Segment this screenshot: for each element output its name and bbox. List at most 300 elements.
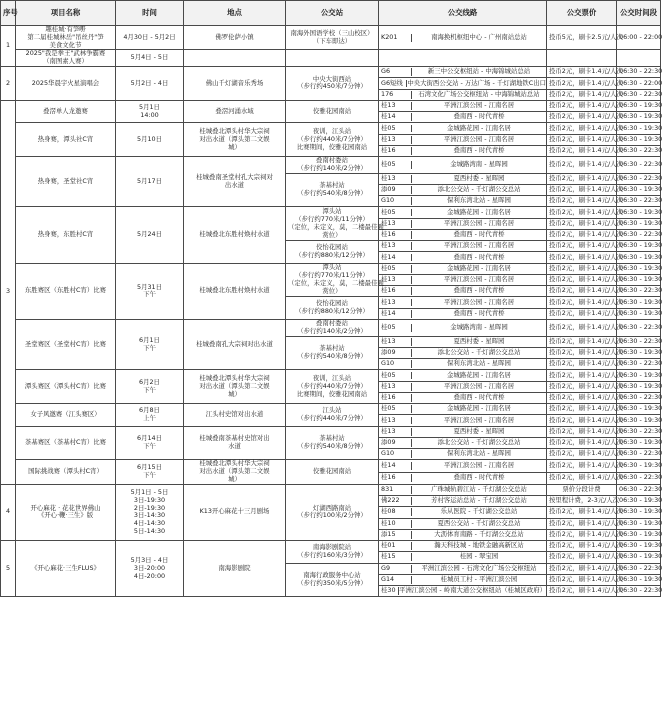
project-name: 2025华晨宇火星演唱会: [16, 67, 116, 101]
bus-hours: 06:30 - 19:30: [617, 241, 661, 252]
event-date: 5月24日: [116, 207, 184, 263]
table-row: [1, 484, 661, 495]
bus-route: [379, 145, 547, 156]
route-path: 平洲江滨公园 - 江南名居: [443, 275, 515, 284]
event-venue: K13开心麻花十三月剧场: [184, 484, 286, 540]
event-date: 4月30日 - 5月2日: [116, 26, 184, 50]
route-path: 叠南西 - 时代青桥: [453, 146, 505, 155]
route-line: 桂13: [379, 338, 412, 346]
bus-fare: 投币2元，刷卡1.4元/人次: [547, 518, 617, 529]
route-line: 831: [379, 486, 412, 494]
route-line: 添15: [379, 531, 412, 539]
bus-fare: 投币2元，刷卡1.4元/人次: [547, 89, 617, 100]
bus-route: [379, 460, 547, 472]
route-line: G10: [379, 450, 412, 458]
bus-fare: 投币2元，刷卡1.4元/人次: [547, 359, 617, 370]
route-line: 添09: [379, 186, 412, 194]
bus-hours: 06:30 - 19:30: [617, 529, 661, 540]
route-line: 桂05: [379, 161, 412, 169]
event-date: 5月1日 14:00: [116, 100, 184, 123]
route-line: 佛222: [379, 497, 412, 505]
route-line: 桂05: [379, 405, 412, 413]
bus-hours: 06:30 - 19:30: [617, 370, 661, 381]
bus-route: [379, 252, 547, 263]
bus-route: [379, 552, 547, 563]
bus-fare: 投币2元，刷卡1.4元/人次: [547, 184, 617, 195]
bus-hours: 06:30 - 19:30: [617, 297, 661, 308]
route-line: G6短线: [379, 80, 407, 88]
bus-route: [379, 123, 547, 134]
route-line: G9: [379, 565, 412, 573]
bus-fare: 投币2元，刷卡1.4元/人次: [547, 78, 617, 89]
route-path: 叠南西 - 时代青桥: [453, 308, 505, 317]
bus-route: [379, 359, 547, 370]
bus-stop: 南海行政服务中心站 （步行约350米/5分钟）: [286, 563, 379, 597]
route-path: 平洲江滨公园 - 江南名居: [443, 381, 515, 390]
route-path: 芳村客运站总站 - 千灯湖公交总站: [431, 496, 527, 505]
event-venue: 佛罗伦萨小镇: [184, 26, 286, 50]
bus-hours: 06:30 - 22:30: [617, 472, 661, 484]
event-venue: 桂城叠北东胜村焕村水道: [184, 263, 286, 319]
bus-hours: 06:30 - 22:30: [617, 145, 661, 156]
bus-fare: 投币2元，刷卡1.4元/人次: [547, 123, 617, 134]
bus-hours: 06:30 - 22:30: [617, 157, 661, 174]
bus-route: [379, 347, 547, 358]
bus-stop: 佼雅花园南站: [286, 460, 379, 484]
bus-route: [379, 78, 547, 89]
bus-route: [379, 308, 547, 319]
bus-fare: 投币2元，刷卡1.4元/人次: [547, 207, 617, 218]
bus-fare: 投币2元，刷卡1.4元/人次: [547, 574, 617, 585]
event-number: 4: [1, 484, 16, 540]
route-line: 桂10: [379, 520, 412, 528]
bus-stop: 潭头站 （步行约770米/11分钟） （定位，未定义，莫，二楼最佳观 赏位）: [286, 207, 379, 241]
table-row: [1, 541, 661, 552]
project-name: 东胜赛区（东胜村C宵）比赛: [16, 263, 116, 319]
event-date: 6月14日 下午: [116, 426, 184, 460]
route-path: 金城路花园 - 江南名居: [447, 123, 511, 132]
event-venue: 桂城叠南圣堂村孔大宗祠对 出水道: [184, 157, 286, 207]
bus-route: [379, 586, 547, 597]
route-path: 新三中公交枢纽站 - 中海锦城站总站: [427, 67, 531, 76]
route-line: 176: [379, 91, 412, 99]
bus-route: [379, 529, 547, 540]
route-line: 桂16: [379, 147, 412, 155]
bus-route: [379, 157, 547, 174]
route-line: 桂14: [379, 310, 412, 318]
bus-route: [379, 286, 547, 297]
event-date: 5月3日 - 4日 3日-20:00 4日-20:00: [116, 541, 184, 597]
bus-route: [379, 297, 547, 308]
route-line: 桂14: [379, 113, 412, 121]
bus-route: [379, 207, 547, 218]
project-name: 叠滘单人龙邀赛: [16, 100, 116, 123]
bus-hours: 06:30 - 19:30: [617, 381, 661, 392]
bus-hours: 06:30 - 19:30: [617, 274, 661, 285]
bus-stop: 南海外国语学校（三山校区） （下车即达）: [286, 26, 379, 50]
bus-stop: 灯湖西路南站 （步行约100米/2分钟）: [286, 484, 379, 540]
bus-hours: 06:30 - 22:30: [617, 229, 661, 240]
route-line: 桂14: [379, 462, 412, 470]
event-date: 5月17日: [116, 157, 184, 207]
bus-hours: 06:30 - 19:30: [617, 460, 661, 472]
bus-stop: 叠南村委站 （步行约140米/2分钟）: [286, 319, 379, 336]
bus-fare: 投币2元，刷卡1.4元/人次: [547, 274, 617, 285]
bus-fare: 投币2元，刷卡1.4元/人次: [547, 529, 617, 540]
route-line: 桂13: [379, 136, 412, 144]
bus-hours: 06:30 - 19:30: [617, 112, 661, 123]
route-path: 平洲江滨公园 - 江南名居: [443, 461, 515, 470]
header-name: 项目名称: [16, 1, 116, 26]
route-line: 桂13: [379, 242, 412, 250]
route-line: 桂13: [379, 102, 412, 110]
route-line: 桂16: [379, 394, 412, 402]
bus-hours: 06:30 - 22:30: [617, 449, 661, 460]
bus-stop: 潭头站 （步行约770米/11分钟） （定位，未定义，莫，二楼最佳观 赏位）: [286, 263, 379, 297]
bus-fare: 投币2元，刷卡1.4元/人次: [547, 563, 617, 574]
event-venue: 叠滘河涌水域: [184, 100, 286, 123]
project-name: 趣桂城·有笋嘢 第二届桂城林岳"吊丝丹"笋 美食文化节: [16, 26, 116, 50]
bus-hours: 06:30 - 22:30: [617, 319, 661, 336]
route-line: 桂16: [379, 474, 412, 482]
route-line: 桂05: [379, 324, 412, 332]
route-path: 金城路花园 - 江南名居: [447, 207, 511, 216]
bus-route: [379, 100, 547, 111]
bus-stop: 佼怡花园站 （步行约880米/12分钟）: [286, 297, 379, 320]
bus-fare: 投币2元，刷卡1.4元/人次: [547, 173, 617, 184]
event-date: 6月1日 下午: [116, 319, 184, 369]
project-name: 国际挑战赛（潭头村C宵）: [16, 460, 116, 484]
route-path: 夏西公交站 - 千灯湖公交总站: [437, 518, 521, 527]
bus-fare: 投币2元，刷卡1.4元/人次: [547, 263, 617, 274]
bus-fare: 投币2元，刷卡1.4元/人次: [547, 67, 617, 78]
bus-route: [379, 392, 547, 403]
route-path: 保利东湾北站 - 星晖园: [447, 359, 511, 368]
route-line: 桂13: [379, 417, 412, 425]
route-path: 平洲江滨公园 - 江南名居: [443, 297, 515, 306]
bus-fare: 投币2元，刷卡1.4元/人次: [547, 286, 617, 297]
stop-empty: [286, 50, 379, 67]
bus-fare: 投币2元，刷卡1.4元/人次: [547, 308, 617, 319]
route-path: 平洲江滨公园 - 江南名居: [443, 241, 515, 250]
event-venue: 桂城叠北东胜村焕村水道: [184, 207, 286, 263]
route-path: 平洲江滨公园 - 石湾文化广场公交枢纽站: [421, 563, 537, 572]
bus-stop: 江头站 （步行约440米/7分钟）: [286, 404, 379, 427]
fare-empty: [617, 50, 661, 67]
header-route: 公交线路: [379, 1, 547, 26]
route-path: 添北公交站 - 千灯湖公交总站: [437, 438, 521, 447]
bus-hours: 06:30 - 19:30: [617, 518, 661, 529]
route-path: 大沥体育南路 - 千灯湖公交总站: [434, 529, 524, 538]
header-fare: 公交票价: [547, 1, 617, 26]
bus-fare: 投币2元，刷卡1.4元/人次: [547, 319, 617, 336]
route-line: G10: [379, 360, 412, 368]
bus-fare: 投币2元，刷卡1.4元/人次: [547, 541, 617, 552]
bus-fare: 投币2元，刷卡1.4元/人次: [547, 415, 617, 426]
event-venue: 桂城叠北潭头村华大宗祠 对出水道（潭头第二文娱 城）: [184, 123, 286, 157]
bus-fare: 投币2元，刷卡1.4元/人次: [547, 552, 617, 563]
header-hours: 公交时间段: [617, 1, 661, 26]
bus-hours: 06:30 - 19:30: [617, 218, 661, 229]
event-venue: 桂城叠北潭头村华大宗祠 对出水道（潭头第二文娱 城）: [184, 460, 286, 484]
bus-fare: 投币2元，刷卡1.4元/人次: [547, 100, 617, 111]
route-path: 叠南西 - 时代青桥: [453, 230, 505, 239]
event-date: 5月4日 - 5日: [116, 50, 184, 67]
event-number: 3: [1, 100, 16, 484]
route-line: 桂05: [379, 125, 412, 133]
project-name: 女子风邀赛（江头赛区）: [16, 404, 116, 427]
bus-stop: 南海影剧院站 （步行约160米/3分钟）: [286, 541, 379, 564]
bus-hours: 06:30 - 19:30: [617, 308, 661, 319]
bus-fare: 投币2元，刷卡1.4元/人次: [547, 145, 617, 156]
event-date: 6月15日 下午: [116, 460, 184, 484]
bus-route: [379, 404, 547, 415]
route-path: 平洲江滨公园 - 江南名居: [443, 134, 515, 143]
bus-route: [379, 449, 547, 460]
bus-route: [379, 184, 547, 195]
route-path: 乐从医院 - 千灯湖公交总站: [440, 507, 518, 516]
route-path: 叠南西 - 时代青桥: [453, 112, 505, 121]
route-path: 南海换机枢纽中心 - 广州南站总站: [431, 32, 527, 41]
event-date: 5月10日: [116, 123, 184, 157]
bus-fare: 投币2元，刷卡1.4元/人次: [547, 392, 617, 403]
project-name: 圣堂赛区（圣堂村C宵）比赛: [16, 319, 116, 369]
bus-route: [379, 381, 547, 392]
bus-route: [379, 415, 547, 426]
bus-hours: 06:30 - 19:30: [617, 541, 661, 552]
route-path: 添北公交站 - 千灯湖公交总站: [437, 185, 521, 194]
bus-route: [379, 472, 547, 484]
table-row: [1, 157, 661, 174]
route-line: G14: [379, 576, 412, 584]
route-line: 桂30: [379, 587, 399, 595]
event-number: 2: [1, 67, 16, 101]
event-number: 1: [1, 26, 16, 67]
project-name: 潭头赛区（潭头村C宵）比赛: [16, 370, 116, 404]
bus-fare: 投币2元，刷卡1.4元/人次: [547, 157, 617, 174]
route-path: 金城路花园 - 江南名居: [447, 263, 511, 272]
route-path: 中央大街西公交站 - 万达广场 - 千灯湖地铁C出口: [407, 78, 546, 87]
route-line: 添09: [379, 439, 412, 447]
event-venue: 江头村史馆对出水道: [184, 404, 286, 427]
bus-fare: 投币2元，刷卡1.4元/人次: [547, 229, 617, 240]
bus-hours: 06:30 - 19:30: [617, 574, 661, 585]
bus-stop: 茶基村站 （步行约540米/8分钟）: [286, 336, 379, 370]
table-row: [1, 319, 661, 336]
route-path: 保利东湾北站 - 星晖园: [447, 196, 511, 205]
bus-route: [379, 496, 547, 507]
route-path: 金城路湾南 - 星晖园: [450, 322, 508, 331]
bus-fare: 投币2元，刷卡1.4元/人次: [547, 112, 617, 123]
route-path: 金城路花园 - 江南名居: [447, 370, 511, 379]
bus-route: [379, 26, 547, 50]
route-path: 桂园 - 翠宝园: [459, 552, 499, 561]
bus-fare: 投币2元，刷卡1.4元/人次: [547, 134, 617, 145]
table-row: [1, 460, 661, 472]
route-path: 叠南西 - 时代青桥: [453, 393, 505, 402]
route-line: 桂05: [379, 265, 412, 273]
bus-route: [379, 518, 547, 529]
bus-hours: 06:30 - 22:30: [617, 359, 661, 370]
route-line: 桂14: [379, 254, 412, 262]
route-line: 桂16: [379, 231, 412, 239]
bus-fare: 投币2元，刷卡1.4元/人次: [547, 218, 617, 229]
route-line-empty: [379, 50, 547, 67]
header-date: 时间: [116, 1, 184, 26]
bus-hours: 06:30 - 19:30: [617, 100, 661, 111]
bus-hours: 06:30 - 19:30: [617, 347, 661, 358]
route-path: 瀚天科技城 - 地铁金融高新区站: [434, 541, 524, 550]
route-path: 夏西村委 - 星晖园: [453, 173, 505, 182]
route-line: 添09: [379, 349, 412, 357]
bus-route: [379, 134, 547, 145]
bus-fare: 按里程计费，2-3元/人次: [547, 496, 617, 507]
header-row: [1, 1, 661, 26]
bus-hours: 06:30 - 19:30: [617, 415, 661, 426]
event-venue: 南海影剧院: [184, 541, 286, 597]
bus-fare: 投币2元，刷卡1.4元/人次: [547, 507, 617, 518]
event-venue: 桂城叠南茶基村史馆对出 水道: [184, 426, 286, 460]
event-date: 5月1日 - 5日 3日-19:30 2日-19:30 3日-14:30 4日-14:30 5日-14:30: [116, 484, 184, 540]
bus-fare: 投币2元，刷卡1.4元/人次: [547, 472, 617, 484]
bus-fare: 投币2元，刷卡1.4元/人次: [547, 426, 617, 437]
bus-fare: 投币2元，刷卡1.4元/人次: [547, 586, 617, 597]
route-path: 夏西村委 - 星晖园: [453, 426, 505, 435]
bus-hours: 06:30 - 22:30: [617, 173, 661, 184]
bus-hours: 06:30 - 22:30: [617, 484, 661, 495]
route-path: 夏西村委 - 星晖园: [453, 336, 505, 345]
bus-fare: 投币2元，刷卡1.4元/人次: [547, 404, 617, 415]
bus-route: [379, 274, 547, 285]
project-name: 《开心麻花·三生FLUS》: [16, 541, 116, 597]
route-line: K201: [379, 34, 412, 42]
route-line: 桂01: [379, 542, 412, 550]
event-venue: 佛山千灯湖音乐秀场: [184, 67, 286, 101]
bus-route: [379, 507, 547, 518]
bus-hours: 06:30 - 22:30: [617, 426, 661, 437]
bus-route: [379, 437, 547, 448]
bus-route: [379, 263, 547, 274]
header-stop: 公交站: [286, 1, 379, 26]
event-venue: 桂城叠北潭头村华大宗祠 对出水道（潭头第二文娱 城）: [184, 370, 286, 404]
bus-hours: 06:30 - 22:30: [617, 392, 661, 403]
route-path: 添北公交站 - 千灯湖公交总站: [437, 348, 521, 357]
table-row: [1, 26, 661, 50]
bus-route: [379, 89, 547, 100]
bus-route: [379, 241, 547, 252]
table-row: [1, 404, 661, 415]
bus-route: [379, 173, 547, 184]
route-line: 桂13: [379, 175, 412, 183]
event-date: 6月2日 下午: [116, 370, 184, 404]
bus-hours: 06:30 - 22:30: [617, 336, 661, 347]
route-line: 桂05: [379, 372, 412, 380]
bus-route: [379, 484, 547, 495]
project-name: 茶基赛区（茶基村C宵）比赛: [16, 426, 116, 460]
table-row: [1, 207, 661, 218]
bus-route: [379, 426, 547, 437]
bus-route: [379, 541, 547, 552]
bus-hours: 06:30 - 22:00: [617, 78, 661, 89]
bus-hours: 06:30 - 19:30: [617, 184, 661, 195]
route-line: G6: [379, 68, 412, 76]
table-row: [1, 50, 661, 67]
table-row: [1, 67, 661, 78]
header-no: 序号: [1, 1, 16, 26]
route-path: 平洲江滨公园 - 江南名居: [443, 218, 515, 227]
route-line: 桂13: [379, 276, 412, 284]
route-path: 叠南西 - 时代青桥: [453, 286, 505, 295]
route-line: 桂08: [379, 508, 412, 516]
event-venue-empty: [184, 50, 286, 67]
bus-hours: 06:30 - 22:30: [617, 586, 661, 597]
bus-fare: 投币2元，刷卡1.4元/人次: [547, 347, 617, 358]
project-name: 2025"我是拳王"武林争霸赛 （南图素人赛）: [16, 50, 116, 67]
route-line: 桂16: [379, 287, 412, 295]
bus-route: [379, 196, 547, 207]
route-line: 桂13: [379, 299, 412, 307]
event-date: 6月8日 上午: [116, 404, 184, 427]
bus-route: [379, 67, 547, 78]
route-path: 金城路湾南 - 星晖园: [450, 159, 508, 168]
route-line: 桂13: [379, 428, 412, 436]
route-path: 平洲江滨公园 - 江南名居: [443, 415, 515, 424]
table-row: [1, 263, 661, 274]
event-date: 5月31日 下午: [116, 263, 184, 319]
table-row: [1, 100, 661, 111]
route-line: G10: [379, 197, 412, 205]
bus-hours: 06:30 - 19:30: [617, 496, 661, 507]
bus-route: [379, 112, 547, 123]
bus-route: [379, 336, 547, 347]
bus-hours: 06:30 - 19:30: [617, 507, 661, 518]
route-path: 石湾文化广场公交枢纽站 - 中海锦城站总站: [418, 89, 540, 98]
route-line: 桂15: [379, 553, 412, 561]
table-row: [1, 426, 661, 437]
bus-fare: 投币2元，刷卡1.4元/人次: [547, 370, 617, 381]
table-row: [1, 123, 661, 134]
route-line: 桂13: [379, 220, 412, 228]
table-body: [1, 26, 661, 597]
bus-hours: 06:30 - 19:30: [617, 552, 661, 563]
bus-stop: 中央大街西站 （步行约450米/7分钟）: [286, 67, 379, 101]
bus-hours: 06:30 - 19:30: [617, 123, 661, 134]
table-row: [1, 370, 661, 381]
bus-hours: 06:30 - 19:30: [617, 134, 661, 145]
bus-hours: 06:30 - 22:30: [617, 196, 661, 207]
bus-stop: 夜训，江头站 （步行约440米/7分钟） 比赛期间，佼雅花园南站: [286, 123, 379, 157]
event-date: 5月2日 - 4日: [116, 67, 184, 101]
route-path: 桂城员工村 - 平洲江滨公园: [440, 574, 518, 583]
bus-stop: 茶基村站 （步行约540米/8分钟）: [286, 426, 379, 460]
bus-fare: 投币2元，刷卡1.4元/人次: [547, 297, 617, 308]
bus-hours: 06:30 - 19:30: [617, 207, 661, 218]
route-path: 广珠城轨碧江站 - 千灯湖公交总站: [431, 484, 527, 493]
bus-hours: 06:30 - 19:30: [617, 263, 661, 274]
route-path: 叠南西 - 时代青桥: [453, 473, 505, 482]
bus-hours: 06:30 - 22:30: [617, 89, 661, 100]
bus-fare: 投币2元，刷卡1.4元/人次: [547, 449, 617, 460]
bus-route: [379, 218, 547, 229]
bus-fare: 投币5元，刷卡2.5元/人次: [547, 26, 617, 50]
bus-fare: 投币2元，刷卡1.4元/人次: [547, 381, 617, 392]
bus-stop: 佼怡花园站 （步行约880米/12分钟）: [286, 241, 379, 264]
project-name: 热身赛，东胜村C宵: [16, 207, 116, 263]
bus-stop: 夜训，江头站 （步行约440米/7分钟） 比赛期间，佼雅花园南站: [286, 370, 379, 404]
route-line: 桂05: [379, 209, 412, 217]
bus-hours: 06:30 - 19:30: [617, 437, 661, 448]
bus-fare: 投币2元，刷卡1.4元/人次: [547, 252, 617, 263]
